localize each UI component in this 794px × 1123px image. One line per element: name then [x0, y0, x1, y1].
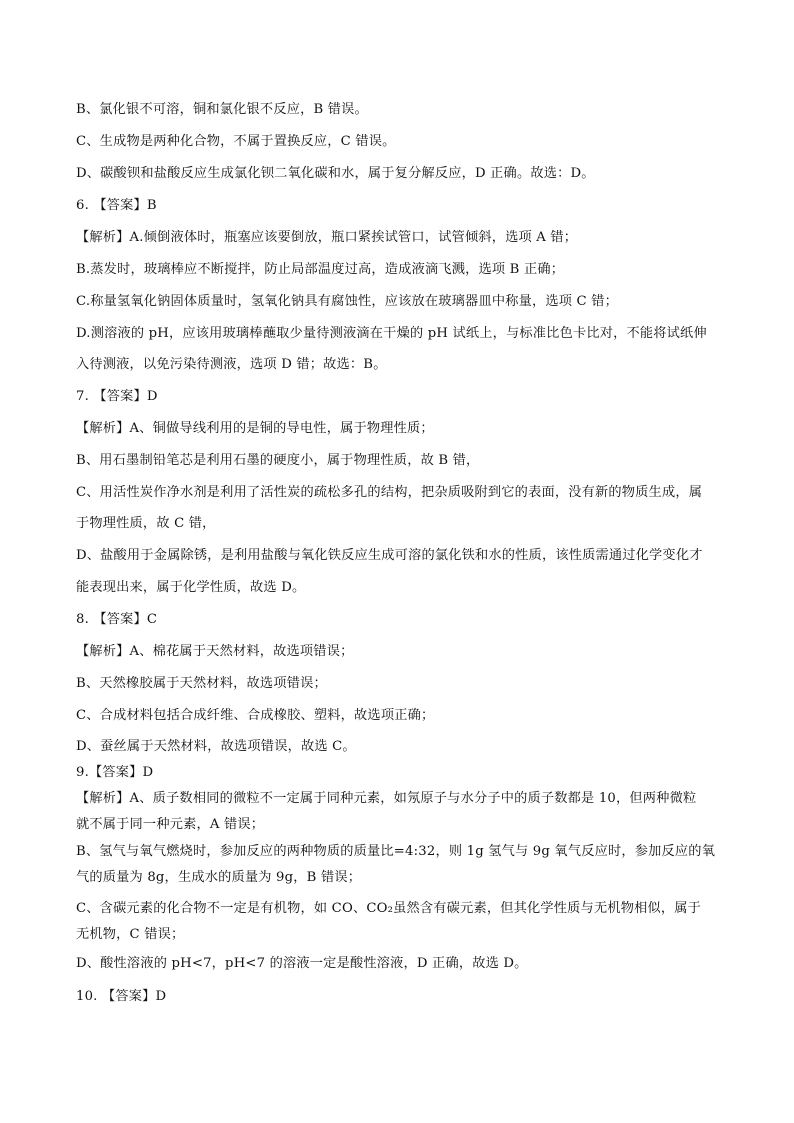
text-line: 能表现出来，属于化学性质，故选 D。 — [76, 580, 306, 595]
text-line: B、用石墨制铅笔芯是利用石墨的硬度小，属于物理性质，故 B 错， — [76, 453, 480, 468]
question-answer: 9.【答案】D — [76, 765, 154, 780]
question-answer: 6. 【答案】B — [76, 198, 157, 213]
text-line: 入待测液，以免污染待测液，选项 D 错；故选：B。 — [76, 357, 387, 372]
text-line: D、盐酸用于金属除锈，是利用盐酸与氧化铁反应生成可溶的氯化铁和水的性质，该性质需通过化学变化才 — [76, 548, 703, 563]
question-answer: 10. 【答案】D — [76, 989, 167, 1004]
question-answer: 8. 【答案】C — [76, 612, 158, 627]
text-line: 无机物，C 错误； — [76, 927, 185, 942]
text-line: 【解析】A.倾倒液体时，瓶塞应该要倒放，瓶口紧挨试管口，试管倾斜，选项 A 错； — [76, 230, 578, 245]
text-line: C、含碳元素的化合物不一定是有机物，如 CO、CO₂虽然含有碳元素，但其化学性质与无机物相似，属于 — [76, 901, 702, 916]
text-line: D、碳酸钡和盐酸反应生成氯化钡二氧化碳和水，属于复分解反应，D 正确。故选：D。 — [76, 166, 595, 181]
text-line: 【解析】A、质子数相同的微粒不一定属于同种元素，如氖原子与水分子中的质子数都是 10，但两种微粒 — [76, 791, 697, 806]
text-line: C、生成物是两种化合物，不属于置换反应，C 错误。 — [76, 134, 396, 149]
text-line: 【解析】A、铜做导线利用的是铜的导电性，属于物理性质； — [76, 421, 434, 436]
text-line: D、酸性溶液的 pH<7，pH<7 的溶液一定是酸性溶液，D 正确，故选 D。 — [76, 956, 528, 971]
text-line: 【解析】A、棉花属于天然材料，故选项错误； — [76, 644, 354, 659]
text-line: C、用活性炭作净水剂是利用了活性炭的疏松多孔的结构，把杂质吸附到它的表面，没有新的物质生成，属 — [76, 485, 703, 500]
text-line: B、氢气与氧气燃烧时，参加反应的两种物质的质量比=4:32，则 1g 氢气与 9g 氧气反应时，参加反应的氧 — [76, 844, 716, 859]
text-line: 于物理性质，故 C 错， — [76, 516, 216, 531]
text-line: C、合成材料包括合成纤维、合成橡胶、塑料，故选项正确； — [76, 708, 435, 723]
question-answer: 7. 【答案】D — [76, 389, 158, 404]
text-line: D、蚕丝属于天然材料，故选项错误，故选 C。 — [76, 739, 356, 754]
text-line: B、氯化银不可溶，铜和氯化银不反应，B 错误。 — [76, 102, 368, 117]
text-line: 就不属于同一种元素，A 错误； — [76, 817, 265, 832]
text-line: B、天然橡胶属于天然材料，故选项错误； — [76, 676, 327, 691]
text-line: D.测溶液的 pH，应该用玻璃棒蘸取少量待测液滴在干燥的 pH 试纸上，与标准比色卡比对，不能将试纸伸 — [76, 326, 707, 341]
text-line: B.蒸发时，玻璃棒应不断搅拌，防止局部温度过高，造成液滴飞溅，选项 B 正确； — [76, 262, 565, 277]
text-line: C.称量氢氧化钠固体质量时，氢氧化钠具有腐蚀性，应该放在玻璃器皿中称量，选项 C 错； — [76, 294, 619, 309]
text-line: 气的质量为 8g，生成水的质量为 9g，B 错误； — [76, 870, 362, 885]
